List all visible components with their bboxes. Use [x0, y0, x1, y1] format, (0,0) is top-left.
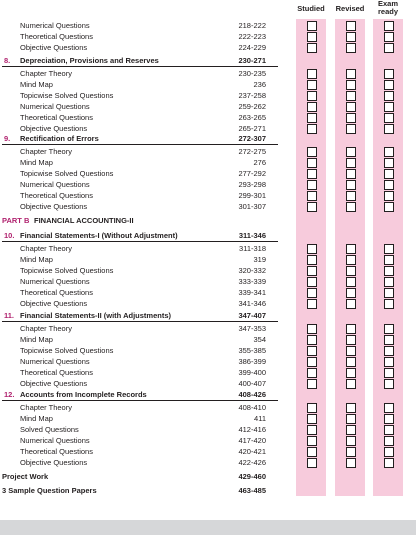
- exam-ready-checkbox[interactable]: [384, 458, 394, 468]
- row-label: Chapter Theory: [20, 324, 72, 333]
- studied-checkbox[interactable]: [307, 403, 317, 413]
- page-range: 319: [253, 255, 266, 264]
- row-label: Theoretical Questions: [20, 191, 93, 200]
- exam-ready-checkbox[interactable]: [384, 299, 394, 309]
- exam-ready-checkbox[interactable]: [384, 158, 394, 168]
- chapter-title: Financial Statements-II (with Adjustments): [20, 311, 171, 320]
- studied-checkbox[interactable]: [307, 113, 317, 123]
- revised-checkbox[interactable]: [346, 277, 356, 287]
- studied-checkbox[interactable]: [307, 255, 317, 265]
- studied-checkbox[interactable]: [307, 425, 317, 435]
- revised-checkbox[interactable]: [346, 357, 356, 367]
- exam-ready-checkbox[interactable]: [384, 425, 394, 435]
- exam-ready-checkbox[interactable]: [384, 180, 394, 190]
- exam-ready-checkbox[interactable]: [384, 113, 394, 123]
- studied-checkbox[interactable]: [307, 436, 317, 446]
- chapter-underline: [2, 66, 278, 67]
- page-range: 224-229: [238, 43, 266, 52]
- chapter-underline: [2, 321, 278, 322]
- page-range: 399-400: [238, 368, 266, 377]
- row-label: FINANCIAL ACCOUNTING-II: [34, 216, 134, 225]
- studied-checkbox[interactable]: [307, 277, 317, 287]
- exam-ready-checkbox[interactable]: [384, 403, 394, 413]
- revised-checkbox[interactable]: [346, 288, 356, 298]
- exam-ready-checkbox[interactable]: [384, 202, 394, 212]
- page-range: 265-271: [238, 124, 266, 133]
- contents-row: [0, 471, 416, 482]
- page-range: 408-410: [238, 403, 266, 412]
- page-range: 293-298: [238, 180, 266, 189]
- page-range: 222-223: [238, 32, 266, 41]
- revised-checkbox[interactable]: [346, 255, 356, 265]
- row-label: Objective Questions: [20, 379, 88, 388]
- page-range: 333-339: [238, 277, 266, 286]
- page-range: 347-407: [238, 311, 266, 320]
- page-range: 417-420: [238, 436, 266, 445]
- page-range: 408-426: [238, 390, 266, 399]
- studied-checkbox[interactable]: [307, 368, 317, 378]
- studied-checkbox[interactable]: [307, 379, 317, 389]
- exam-ready-checkbox[interactable]: [384, 91, 394, 101]
- page-range: 339-341: [238, 288, 266, 297]
- page-range: 355-385: [238, 346, 266, 355]
- revised-checkbox[interactable]: [346, 43, 356, 53]
- revised-checkbox[interactable]: [346, 425, 356, 435]
- exam-ready-header-line1: Exam: [377, 0, 398, 8]
- page-range: 237-258: [238, 91, 266, 100]
- exam-ready-checkbox[interactable]: [384, 147, 394, 157]
- revised-checkbox[interactable]: [346, 202, 356, 212]
- row-label: Mind Map: [20, 158, 53, 167]
- exam-ready-checkbox[interactable]: [384, 379, 394, 389]
- page-range: 230-271: [238, 56, 266, 65]
- studied-checkbox[interactable]: [307, 32, 317, 42]
- row-label: 3 Sample Question Papers: [2, 486, 97, 495]
- chapter-row: [0, 133, 416, 144]
- row-label: Topicwise Solved Questions: [20, 266, 114, 275]
- exam-ready-checkbox[interactable]: [384, 69, 394, 79]
- studied-checkbox[interactable]: [307, 414, 317, 424]
- row-label: Chapter Theory: [20, 147, 72, 156]
- exam-ready-checkbox[interactable]: [384, 357, 394, 367]
- page-range: 311-346: [238, 231, 266, 240]
- part-heading: [0, 215, 416, 226]
- revised-checkbox[interactable]: [346, 69, 356, 79]
- page-range: 301-307: [238, 202, 266, 211]
- row-label: Objective Questions: [20, 458, 88, 467]
- exam-ready-checkbox[interactable]: [384, 244, 394, 254]
- studied-checkbox[interactable]: [307, 288, 317, 298]
- chapter-row: [0, 55, 416, 66]
- chapter-title: Financial Statements-I (Without Adjustment): [20, 231, 178, 240]
- exam-ready-header-line2: ready: [377, 7, 398, 16]
- revised-checkbox[interactable]: [346, 80, 356, 90]
- exam-ready-checkbox[interactable]: [384, 436, 394, 446]
- studied-checkbox[interactable]: [307, 458, 317, 468]
- page-range: 429-460: [238, 472, 266, 481]
- page-range: 276: [253, 158, 266, 167]
- row-label: Objective Questions: [20, 43, 88, 52]
- studied-checkbox[interactable]: [307, 447, 317, 457]
- chapter-number: 8.: [4, 56, 11, 65]
- page-range: 230-235: [238, 69, 266, 78]
- page-range: 272-275: [238, 147, 266, 156]
- page-range: 400-407: [238, 379, 266, 388]
- revised-checkbox[interactable]: [346, 244, 356, 254]
- studied-checkbox[interactable]: [307, 346, 317, 356]
- exam-ready-checkbox[interactable]: [384, 191, 394, 201]
- revised-column-header: Revised: [335, 4, 365, 13]
- row-label: Chapter Theory: [20, 69, 72, 78]
- chapter-row: [0, 230, 416, 241]
- revised-checkbox[interactable]: [346, 299, 356, 309]
- chapter-number: 9.: [4, 134, 11, 143]
- studied-checkbox[interactable]: [307, 91, 317, 101]
- studied-checkbox[interactable]: [307, 357, 317, 367]
- row-label: Project Work: [2, 472, 49, 481]
- page-range: 422-426: [238, 458, 266, 467]
- studied-checkbox[interactable]: [307, 158, 317, 168]
- page-range: 218-222: [238, 21, 266, 30]
- exam-ready-checkbox[interactable]: [384, 447, 394, 457]
- page-range: 263-265: [238, 113, 266, 122]
- page-range: 347-353: [238, 324, 266, 333]
- chapter-underline: [2, 400, 278, 401]
- page-range: 412-416: [238, 425, 266, 434]
- row-label: Objective Questions: [20, 124, 88, 133]
- exam-ready-checkbox[interactable]: [384, 169, 394, 179]
- revised-checkbox[interactable]: [346, 368, 356, 378]
- studied-checkbox[interactable]: [307, 21, 317, 31]
- exam-ready-checkbox[interactable]: [384, 368, 394, 378]
- footer-bar: [0, 520, 416, 535]
- revised-checkbox[interactable]: [346, 102, 356, 112]
- studied-checkbox[interactable]: [307, 43, 317, 53]
- studied-checkbox[interactable]: [307, 102, 317, 112]
- row-label: Chapter Theory: [20, 403, 72, 412]
- revised-checkbox[interactable]: [346, 335, 356, 345]
- studied-checkbox[interactable]: [307, 244, 317, 254]
- revised-checkbox[interactable]: [346, 32, 356, 42]
- revised-checkbox[interactable]: [346, 91, 356, 101]
- row-label: Theoretical Questions: [20, 447, 93, 456]
- chapter-title: Depreciation, Provisions and Reserves: [20, 56, 159, 65]
- exam-ready-checkbox[interactable]: [384, 102, 394, 112]
- page-range: 236: [253, 80, 266, 89]
- revised-checkbox[interactable]: [346, 346, 356, 356]
- row-label: Chapter Theory: [20, 244, 72, 253]
- exam-ready-column-header: [368, 0, 408, 16]
- page-range: 354: [253, 335, 266, 344]
- exam-ready-checkbox[interactable]: [384, 21, 394, 31]
- row-label: Numerical Questions: [20, 180, 90, 189]
- chapter-title: Accounts from Incomplete Records: [20, 390, 147, 399]
- chapter-title: Rectification of Errors: [20, 134, 99, 143]
- row-label: Mind Map: [20, 80, 53, 89]
- page-range: 341-346: [238, 299, 266, 308]
- row-label: Theoretical Questions: [20, 368, 93, 377]
- revised-checkbox[interactable]: [346, 324, 356, 334]
- exam-ready-checkbox[interactable]: [384, 324, 394, 334]
- studied-checkbox[interactable]: [307, 335, 317, 345]
- revised-checkbox[interactable]: [346, 21, 356, 31]
- row-label: Numerical Questions: [20, 21, 90, 30]
- row-label: Theoretical Questions: [20, 113, 93, 122]
- row-label: Mind Map: [20, 255, 53, 264]
- exam-ready-checkbox[interactable]: [384, 346, 394, 356]
- row-label: Topicwise Solved Questions: [20, 346, 114, 355]
- page-range: 386-399: [238, 357, 266, 366]
- exam-ready-checkbox[interactable]: [384, 43, 394, 53]
- exam-ready-checkbox[interactable]: [384, 255, 394, 265]
- revised-checkbox[interactable]: [346, 403, 356, 413]
- chapter-underline: [2, 241, 278, 242]
- exam-ready-checkbox[interactable]: [384, 288, 394, 298]
- chapter-number: 10.: [4, 231, 15, 240]
- studied-checkbox[interactable]: [307, 266, 317, 276]
- studied-checkbox[interactable]: [307, 180, 317, 190]
- page-range: 272-307: [238, 134, 266, 143]
- revised-checkbox[interactable]: [346, 458, 356, 468]
- chapter-row: [0, 310, 416, 321]
- page-range: 320-332: [238, 266, 266, 275]
- page-range: 311-318: [239, 244, 266, 253]
- row-label: Numerical Questions: [20, 277, 90, 286]
- page-range: 463-485: [238, 486, 266, 495]
- row-label: Objective Questions: [20, 202, 88, 211]
- revised-checkbox[interactable]: [346, 436, 356, 446]
- studied-checkbox[interactable]: [307, 191, 317, 201]
- contents-row: [0, 485, 416, 496]
- exam-ready-checkbox[interactable]: [384, 277, 394, 287]
- chapter-number: 12.: [4, 390, 15, 399]
- row-label: Theoretical Questions: [20, 288, 93, 297]
- row-label: Numerical Questions: [20, 102, 90, 111]
- exam-ready-checkbox[interactable]: [384, 80, 394, 90]
- row-label: Theoretical Questions: [20, 32, 93, 41]
- revised-checkbox[interactable]: [346, 147, 356, 157]
- revised-checkbox[interactable]: [346, 180, 356, 190]
- revised-checkbox[interactable]: [346, 158, 356, 168]
- chapter-number: 11.: [4, 311, 15, 320]
- chapter-underline: [2, 144, 278, 145]
- revised-checkbox[interactable]: [346, 169, 356, 179]
- revised-checkbox[interactable]: [346, 447, 356, 457]
- part-label: PART B: [2, 216, 30, 225]
- row-label: Mind Map: [20, 414, 53, 423]
- page-range: 411: [254, 414, 266, 423]
- chapter-row: [0, 389, 416, 400]
- page-range: 299-301: [238, 191, 266, 200]
- row-label: Solved Questions: [20, 425, 79, 434]
- row-label: Objective Questions: [20, 299, 88, 308]
- row-label: Topicwise Solved Questions: [20, 169, 114, 178]
- revised-checkbox[interactable]: [346, 266, 356, 276]
- exam-ready-checkbox[interactable]: [384, 335, 394, 345]
- row-label: Mind Map: [20, 335, 53, 344]
- row-label: Numerical Questions: [20, 357, 90, 366]
- row-label: Numerical Questions: [20, 436, 90, 445]
- revised-checkbox[interactable]: [346, 113, 356, 123]
- studied-checkbox[interactable]: [307, 202, 317, 212]
- studied-checkbox[interactable]: [307, 324, 317, 334]
- page-range: 420-421: [238, 447, 266, 456]
- exam-ready-checkbox[interactable]: [384, 266, 394, 276]
- exam-ready-checkbox[interactable]: [384, 414, 394, 424]
- page-range: 259-262: [238, 102, 266, 111]
- page-range: 277-292: [238, 169, 266, 178]
- studied-checkbox[interactable]: [307, 169, 317, 179]
- studied-checkbox[interactable]: [307, 299, 317, 309]
- revised-checkbox[interactable]: [346, 191, 356, 201]
- studied-checkbox[interactable]: [307, 147, 317, 157]
- studied-checkbox[interactable]: [307, 69, 317, 79]
- exam-ready-checkbox[interactable]: [384, 32, 394, 42]
- row-label: Topicwise Solved Questions: [20, 91, 114, 100]
- studied-checkbox[interactable]: [307, 80, 317, 90]
- revised-checkbox[interactable]: [346, 414, 356, 424]
- revised-checkbox[interactable]: [346, 379, 356, 389]
- studied-column-header: Studied: [297, 4, 325, 13]
